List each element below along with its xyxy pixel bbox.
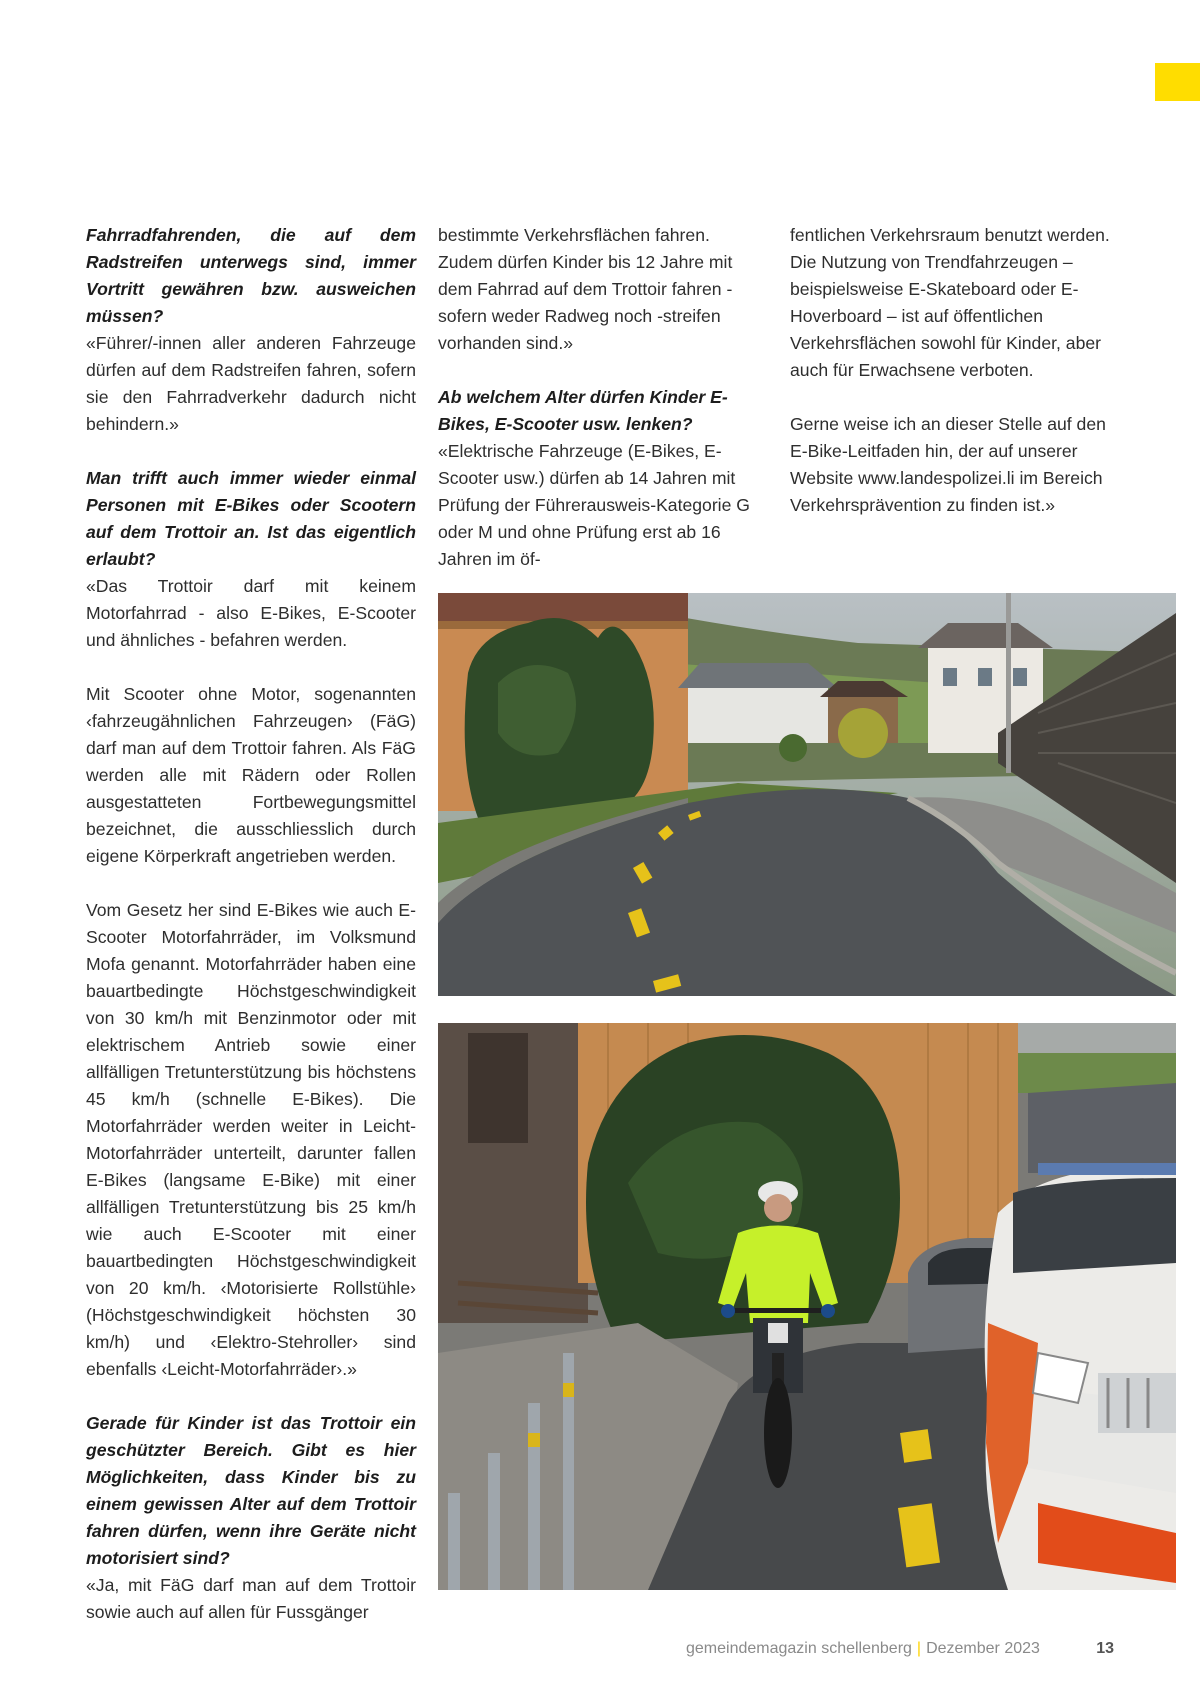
answer-text: fentlichen Verkehrsraum benutzt werden. Die Nutzung von Trendfahrzeugen – beispielsweise E-Skateboard oder E-Hoverboard – ist auf öffentlichen Verkehrsflächen sowohl für Kinder, aber auch für Erwachsene verboten. (790, 225, 1110, 380)
issue-date: Dezember 2023 (926, 1640, 1040, 1657)
yellow-tab-marker (1155, 63, 1200, 101)
answer-text: «Das Trottoir darf mit keinem Motorfahrrad - also E-Bikes, E-Scooter und ähnliches - befahren werden. (86, 576, 416, 650)
answer-paragraph: Vom Gesetz her sind E-Bikes wie auch E-Scooter Motorfahrräder, im Volksmund Mofa genannt. Motorfahrräder haben eine bauartbedingte Höchstgeschwindigkeit von 30 km/h mit Benzinmotor oder mit elektrischem Antrieb sowie einer allfälligen Tretunterstützung bis höchstens 45 km/h (schnelle E-Bikes). Die Motorfahrräder werden weiter in Leicht-Motorfahrräder unterteilt, darunter fallen E-Bikes (langsame E-Bike) mit einer allfälligen Tretunterstützung bis 25 km/h wie auch E-Scooter mit einer bauartbedingten Höchstgeschwindigkeit von 20 km/h. ‹Motorisierte Rollstühle› (Höchstgeschwindigkeit höchsten 30 km/h) und ‹Elektro-Stehroller› sind ebenfalls ‹Leicht-Motorfahrräder›.» (86, 900, 416, 1379)
text-column-1 (86, 222, 416, 1626)
photo-cyclist-police (438, 1023, 1176, 1590)
page-number: 13 (1096, 1640, 1114, 1657)
answer-paragraph: Mit Scooter ohne Motor, sogenannten ‹fahrzeugähnlichen Fahrzeugen› (FäG) darf man auf dem Trottoir fahren. Als FäG werden alle mit Rädern oder Rollen ausgestatteten Fortbewegungsmittel bezeichnet, die ausschliesslich durch eigene Körperkraft angetrieben werden. (86, 684, 416, 866)
page-footer (620, 1640, 1114, 1658)
text-column-3 (790, 222, 1120, 519)
answer-paragraph: Gerne weise ich an dieser Stelle auf den E-Bike-Leitfaden hin, der auf unserer Website www.landespolizei.li im Bereich Verkehrsprävention zu finden ist.» (790, 414, 1106, 515)
answer-text: «Führer/-innen aller anderen Fahrzeuge dürfen auf dem Radstreifen fahren, sofern sie den Fahrradverkehr dadurch nicht behindern.» (86, 333, 416, 434)
answer-text: «Ja, mit FäG darf man auf dem Trottoir sowie auch auf allen für Fussgänger (86, 1575, 416, 1622)
photo-road-village (438, 593, 1176, 996)
magazine-name: gemeindemagazin schellenberg (686, 1640, 912, 1657)
answer-text: «Elektrische Fahrzeuge (E-Bikes, E-Scooter usw.) dürfen ab 14 Jahren mit Prüfung der Führerausweis-Kategorie G oder M und ohne Prüfung erst ab 16 Jahren im öf- (438, 441, 750, 569)
question-heading: Gerade für Kinder ist das Trottoir ein geschützter Bereich. Gibt es hier Möglichkeiten, dass Kinder bis zu einem gewissen Alter auf dem Trottoir fahren dürfen, wenn ihre Geräte nicht motorisiert sind? (86, 1413, 416, 1568)
question-heading: Ab welchem Alter dürfen Kinder E-Bikes, E-Scooter usw. lenken? (438, 387, 728, 434)
question-heading: Man trifft auch immer wieder einmal Personen mit E-Bikes oder Scootern auf dem Trottoir an. Ist das eigentlich erlaubt? (86, 468, 416, 569)
text-column-2 (438, 222, 766, 573)
answer-text: bestimmte Verkehrsflächen fahren. Zudem dürfen Kinder bis 12 Jahre mit dem Fahrrad auf dem Trottoir fahren - sofern weder Radweg noch -streifen vorhanden sind.» (438, 225, 733, 353)
question-text: Fahrradfahrenden, die auf dem Radstreifen unterwegs sind, immer Vortritt gewähren bzw. ausweichen müssen? (86, 225, 416, 326)
footer-separator: | (916, 1640, 922, 1657)
